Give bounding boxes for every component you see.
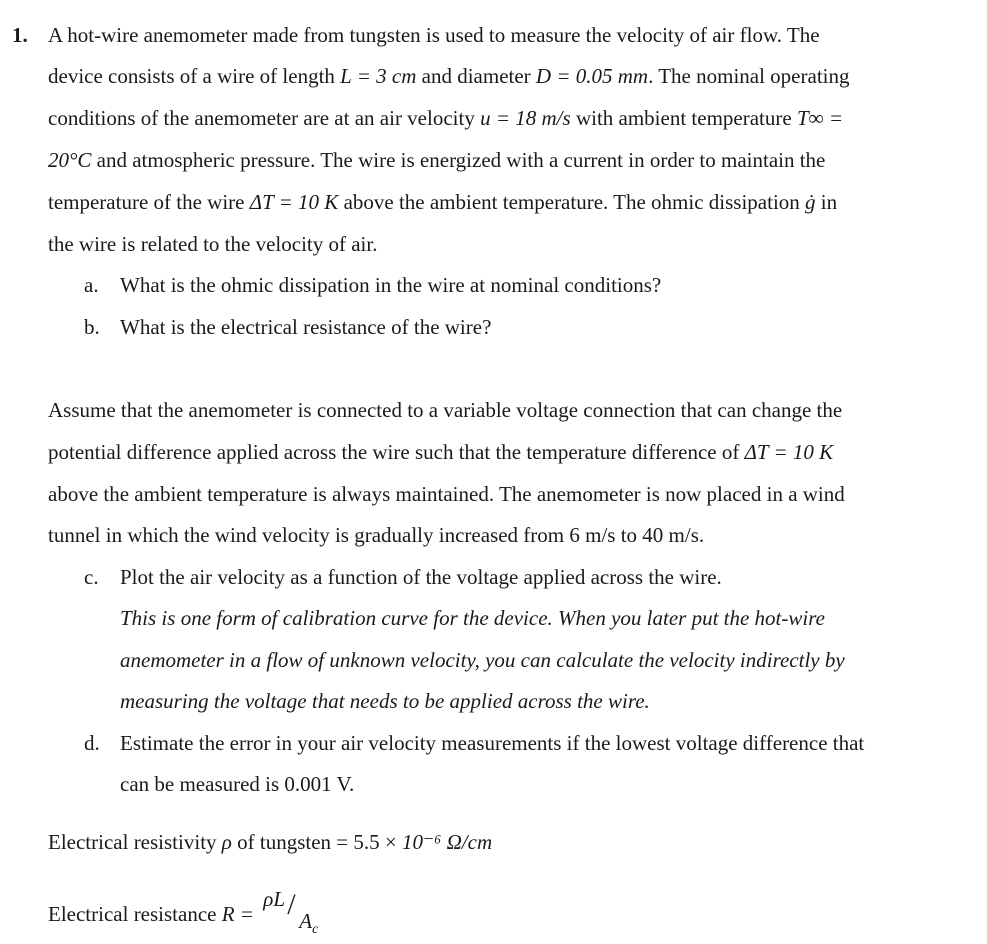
part-b-question <box>120 313 491 341</box>
assume-line-2 <box>48 438 833 466</box>
part-b <box>84 313 100 341</box>
part-c-label: c. <box>84 565 99 589</box>
part-a-question <box>120 271 661 299</box>
part-d-text-2: can be measured is 0.001 V. <box>120 772 355 796</box>
resistance-line <box>48 887 339 938</box>
intro-text-5b: above the ambient temperature. The ohmic dissipation <box>343 190 800 214</box>
part-c-note-text-3: measuring the voltage that needs to be applied across the wire. <box>120 689 650 713</box>
part-c-note-3 <box>120 687 650 715</box>
intro-line-4 <box>48 146 825 174</box>
intro-text-3a: conditions of the anemometer are at an air velocity <box>48 106 475 130</box>
part-d-question-1 <box>120 729 864 757</box>
part-c-note-text-2: anemometer in a flow of unknown velocity, you can calculate the velocity indirectly by <box>120 648 845 672</box>
part-c <box>84 563 99 591</box>
intro-text-2a: device consists of a wire of length <box>48 64 335 88</box>
resistivity-mid: of tungsten = 5.5 <box>237 830 380 854</box>
diameter-expression: D = 0.05 mm <box>535 64 649 88</box>
part-c-note-1 <box>120 604 825 632</box>
part-a <box>84 271 99 299</box>
ambient-temp-symbol: T∞ = <box>796 106 844 130</box>
intro-text-2c: . The nominal operating <box>648 64 850 88</box>
assume-line-3 <box>48 480 845 508</box>
intro-line-1 <box>48 21 820 49</box>
part-b-label: b. <box>84 315 100 339</box>
fraction-numerator: ρL <box>263 887 285 911</box>
intro-line-3 <box>48 104 843 132</box>
intro-line-6 <box>48 230 377 258</box>
assume-delta-t: ΔT = 10 K <box>744 440 834 464</box>
intro-text-4: and atmospheric pressure. The wire is energized with a current in order to maintain the <box>96 148 826 172</box>
length-expression: L = 3 cm <box>340 64 417 88</box>
resistivity-line <box>48 828 492 856</box>
part-d-label: d. <box>84 731 100 755</box>
part-d-question-2 <box>120 770 354 798</box>
assume-text-2: potential difference applied across the wire such that the temperature difference of <box>48 440 740 464</box>
denominator-base: A <box>299 909 313 933</box>
assume-line-4 <box>48 521 704 549</box>
part-d-text-1: Estimate the error in your air velocity measurements if the lowest voltage difference that <box>120 731 865 755</box>
denominator-subscript: c <box>312 922 319 938</box>
intro-text-3b: with ambient temperature <box>575 106 792 130</box>
times-sign: × <box>384 830 397 854</box>
part-a-text: What is the ohmic dissipation in the wire at nominal conditions? <box>120 273 662 297</box>
fraction-denominator <box>299 907 318 944</box>
ohmic-symbol: ġ <box>805 190 816 214</box>
resistivity-symbol: ρ <box>221 830 232 854</box>
assume-text-4: tunnel in which the wind velocity is gradually increased from 6 m/s to 40 m/s. <box>48 523 705 547</box>
ambient-temp-value: 20°C <box>48 148 92 172</box>
resistance-label: Electrical resistance <box>48 902 217 926</box>
part-c-question <box>120 563 722 591</box>
assume-line-1 <box>48 396 842 424</box>
intro-line-2 <box>48 62 850 90</box>
intro-line-5 <box>48 188 837 216</box>
part-c-text: Plot the air velocity as a function of the voltage applied across the wire. <box>120 565 722 589</box>
intro-text-2b: and diameter <box>421 64 531 88</box>
assume-text-3: above the ambient temperature is always maintained. The anemometer is now placed in a wind <box>48 482 845 506</box>
part-b-text: What is the electrical resistance of the wire? <box>120 315 492 339</box>
fraction-slash: / <box>287 888 296 921</box>
intro-text-5a: temperature of the wire <box>48 190 245 214</box>
resistivity-label: Electrical resistivity <box>48 830 217 854</box>
resistance-lhs: R = <box>221 902 254 926</box>
intro-text-6: the wire is related to the velocity of air. <box>48 232 378 256</box>
part-c-note-2 <box>120 646 845 674</box>
assume-text-1: Assume that the anemometer is connected to a variable voltage connection that can change the <box>48 398 843 422</box>
problem-number: 1. <box>12 23 28 47</box>
intro-text-5c: in <box>820 190 838 214</box>
resistance-fraction <box>259 887 339 938</box>
intro-text-1: A hot-wire anemometer made from tungsten is used to measure the velocity of air flow. The <box>48 23 820 47</box>
resistivity-value: 10⁻⁶ Ω/cm <box>401 830 493 854</box>
part-d <box>84 729 100 757</box>
delta-t-expression: ΔT = 10 K <box>249 190 339 214</box>
part-a-label: a. <box>84 273 99 297</box>
velocity-expression: u = 18 m/s <box>480 106 571 130</box>
part-c-note-text-1: This is one form of calibration curve for the device. When you later put the hot-wire <box>120 606 825 630</box>
